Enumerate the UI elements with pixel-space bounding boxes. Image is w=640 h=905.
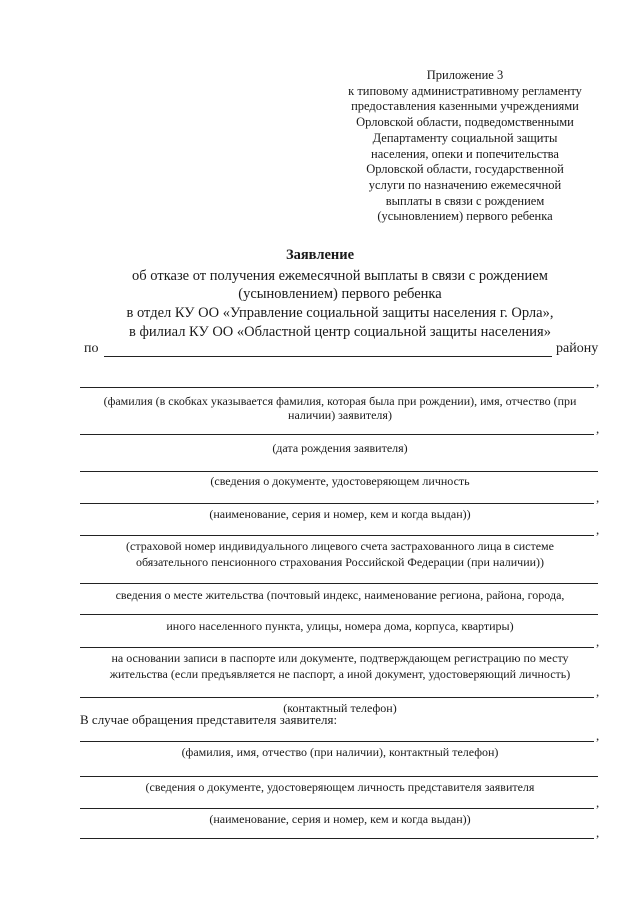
appendix-line: услуги по назначению ежемесячной [368,177,562,192]
basis-field[interactable] [80,647,594,648]
snils-field[interactable] [80,535,594,536]
appendix-line: Орловской области, подведомственными [356,115,574,130]
appendix-line: выплаты в связи с рождением [385,193,545,208]
district-field[interactable] [104,356,552,357]
caption-rep-fio: (фамилия, имя, отчество (при наличии), контактный телефон) [181,745,499,759]
applicant-fio-field[interactable] [80,387,594,388]
district-suffix: району [556,341,599,356]
representative-fio-field[interactable] [80,741,594,742]
identity-doc-details-field[interactable] [80,503,594,504]
caption-basis: жительства (если предъявляется не паспорт, а иной документ, удостоверяющий личность) [109,667,571,681]
comma: , [596,825,600,840]
comma: , [596,490,600,505]
comma: , [596,522,600,537]
subtitle-line: в отдел КУ ОО «Управление социальной защиты населения г. Орла», [126,305,554,321]
caption-residence: иного населенного пункта, улицы, номера дома, корпуса, квартиры) [166,619,514,633]
comma: , [596,421,600,436]
residence-field[interactable] [80,583,598,584]
caption-snils: (страховой номер индивидуального лицевого счета застрахованного лица в системе [126,539,554,553]
comma: , [596,684,600,699]
appendix-line: (усыновлением) первого ребенка [377,209,553,224]
representative-doc-field[interactable] [80,776,598,777]
appendix-line: предоставления казенными учреждениями [351,99,579,114]
caption-snils: обязательного пенсионного страхования Российской Федерации (при наличии)) [135,555,545,569]
comma: , [596,795,600,810]
caption-phone: (контактный телефон) [283,701,397,715]
appendix-line: населения, опеки и попечительства [371,146,559,161]
identity-doc-field[interactable] [80,471,598,472]
document-title: Заявление [285,247,355,263]
appendix-block [300,68,630,225]
appendix-line: Департаменту социальной защиты [372,130,558,145]
birth-date-field[interactable] [80,434,594,435]
phone-field[interactable] [80,697,594,698]
representative-heading: В случае обращения представителя заявителя: [80,712,338,727]
caption-doc-info: (сведения о документе, удостоверяющем личность [210,474,470,488]
caption-basis: на основании записи в паспорте или документе, подтверждающем регистрацию по месту [111,651,569,665]
appendix-line: Приложение 3 [426,68,504,82]
caption-fio: (фамилия (в скобках указывается фамилия, которая была при рождении), имя, отчество (при [103,394,577,408]
caption-rep-doc: (сведения о документе, удостоверяющем личность представителя заявителя [145,780,535,794]
appendix-line: к типовому административному регламенту [348,83,582,98]
extra-field[interactable] [80,838,594,839]
comma: , [596,374,600,389]
caption-fio: наличии) заявителя) [288,408,392,422]
subtitle-line: об отказе от получения ежемесячной выплаты в связи с рождением [132,268,548,284]
comma: , [596,728,600,743]
comma: , [596,634,600,649]
representative-doc-details-field[interactable] [80,808,594,809]
subtitle-line: в филиал КУ ОО «Областной центр социальной защиты населения» [129,324,551,340]
residence-address-field[interactable] [80,614,598,615]
caption-residence: сведения о месте жительства (почтовый индекс, наименование региона, района, города, [115,588,565,602]
caption-rep-doc-details: (наименование, серия и номер, кем и когда выдан)) [209,812,471,826]
caption-birth-date: (дата рождения заявителя) [272,441,408,455]
caption-doc-details: (наименование, серия и номер, кем и когда выдан)) [209,507,471,521]
appendix-line: Орловской области, государственной [366,162,564,177]
subtitle-line: (усыновлением) первого ребенка [238,286,442,302]
district-prefix: по [84,341,99,356]
